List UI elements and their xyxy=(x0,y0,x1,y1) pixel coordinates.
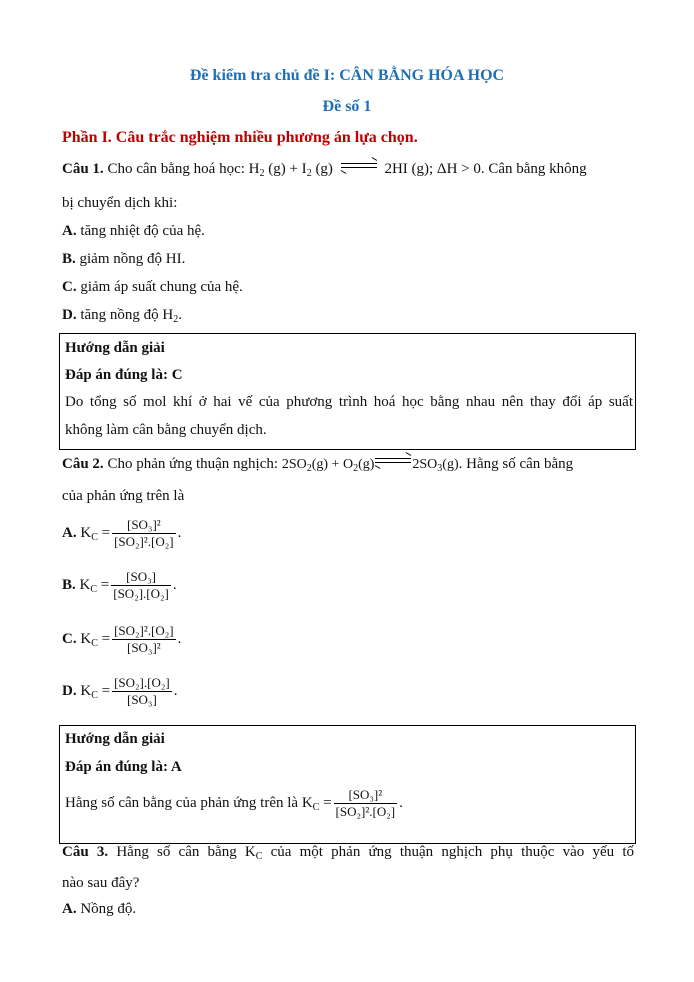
solution-1-explanation-line-1: Do tổng số mol khí ở hai vế của phương trình hoá học bằng nhau nên thay đổi áp suất xyxy=(65,394,633,410)
solution-1-answer: Đáp án đúng là: C xyxy=(65,367,183,383)
question-2-label: Câu 2. xyxy=(62,456,104,472)
document-title: Đề kiểm tra chủ đề I: CÂN BẰNG HÓA HỌC xyxy=(189,67,505,84)
question-1-option-a: A. tăng nhiệt độ của hệ. xyxy=(62,223,205,239)
question-1-option-c: C. giảm áp suất chung của hệ. xyxy=(62,279,243,295)
section-heading: Phần I. Câu trắc nghiệm nhiều phương án lựa chọn. xyxy=(62,129,418,146)
solution-2-heading: Hướng dẫn giải xyxy=(65,731,165,747)
question-2-option-c: C. $K_C$ = $\frac{\text{[SO₂]².[O₂]}}{\text{[SO₃]²}}$ . xyxy=(62,623,182,656)
question-3-line-2: nào sau đây? xyxy=(62,875,140,891)
kc-fraction: $\frac{\text{[SO₂].[O₂]}}{\text{[SO₃]}}$ xyxy=(114,675,170,708)
question-2-line-2: của phản ứng trên là xyxy=(62,488,185,504)
kc-fraction: $\frac{\text{[SO₃]²}}{\text{[SO₂]².[O₂]}}$ xyxy=(114,517,174,550)
question-1-label: Câu 1. xyxy=(62,161,104,177)
equilibrium-arrow-icon xyxy=(375,456,411,466)
question-2: Câu 2. Cho phản ứng thuận nghịch: $2SO_2(g) + O_2(g)$ $2SO_3(g)$. Hằng số cân bằng xyxy=(62,455,573,474)
kc-fraction: $\frac{\text{[SO₃]}}{\text{[SO₂].[O₂]}}$ xyxy=(113,569,169,602)
question-3: Câu 3. Hằng số cân bằng $K_C$ của một phản ứng thuận nghịch phụ thuộc vào yếu tố xyxy=(62,844,634,862)
solution-1-explanation-line-2: không làm cân bằng chuyển dịch. xyxy=(65,422,267,438)
question-1-option-d: D. tăng nồng độ $H_2$. xyxy=(62,307,183,325)
question-2-option-a: A. $K_C$ = $\frac{\text{[SO₃]²}}{\text{[SO₂]².[O₂]}}$ . xyxy=(62,517,182,550)
exam-number: Đề số 1 xyxy=(322,98,372,115)
question-2-option-b: B. $K_C$ = $\frac{\text{[SO₃]}}{\text{[SO₂].[O₂]}}$ . xyxy=(62,569,177,602)
kc-fraction: $\frac{\text{[SO₂]².[O₂]}}{\text{[SO₃]²}}$ xyxy=(114,623,174,656)
solution-2-answer: Đáp án đúng là: A xyxy=(65,759,182,775)
question-1-option-b: B. giảm nồng độ HI. xyxy=(62,251,186,267)
solution-1-heading: Hướng dẫn giải xyxy=(65,340,165,356)
reaction-equation: $2SO_2(g) + O_2(g)$ $2SO_3(g)$ xyxy=(282,457,459,472)
kc-fraction: $\frac{\text{[SO₃]²}}{\text{[SO₂]².[O₂]}}$ xyxy=(335,787,396,820)
question-3-label: Câu 3. xyxy=(62,844,109,860)
equilibrium-arrow-icon xyxy=(341,161,377,171)
question-2-option-d: D. $K_C$ = $\frac{\text{[SO₂].[O₂]}}{\text{[SO₃]}}$ . xyxy=(62,675,178,708)
question-1: Câu 1. Cho cân bằng hoá học: $H_2$ $(g) + I_2$ (g) 2HI (g); ΔH > 0. Cân bằng không xyxy=(62,160,587,178)
question-3-option-a: A. Nồng độ. xyxy=(62,901,137,917)
solution-2-explanation: Hằng số cân bằng của phản ứng trên là $K_C$ = $\frac{\text{[SO₃]²}}{\text{[SO₂]².[O₂]}}$ . xyxy=(65,787,403,820)
question-1-line-2: bị chuyển dịch khi: xyxy=(62,195,178,211)
